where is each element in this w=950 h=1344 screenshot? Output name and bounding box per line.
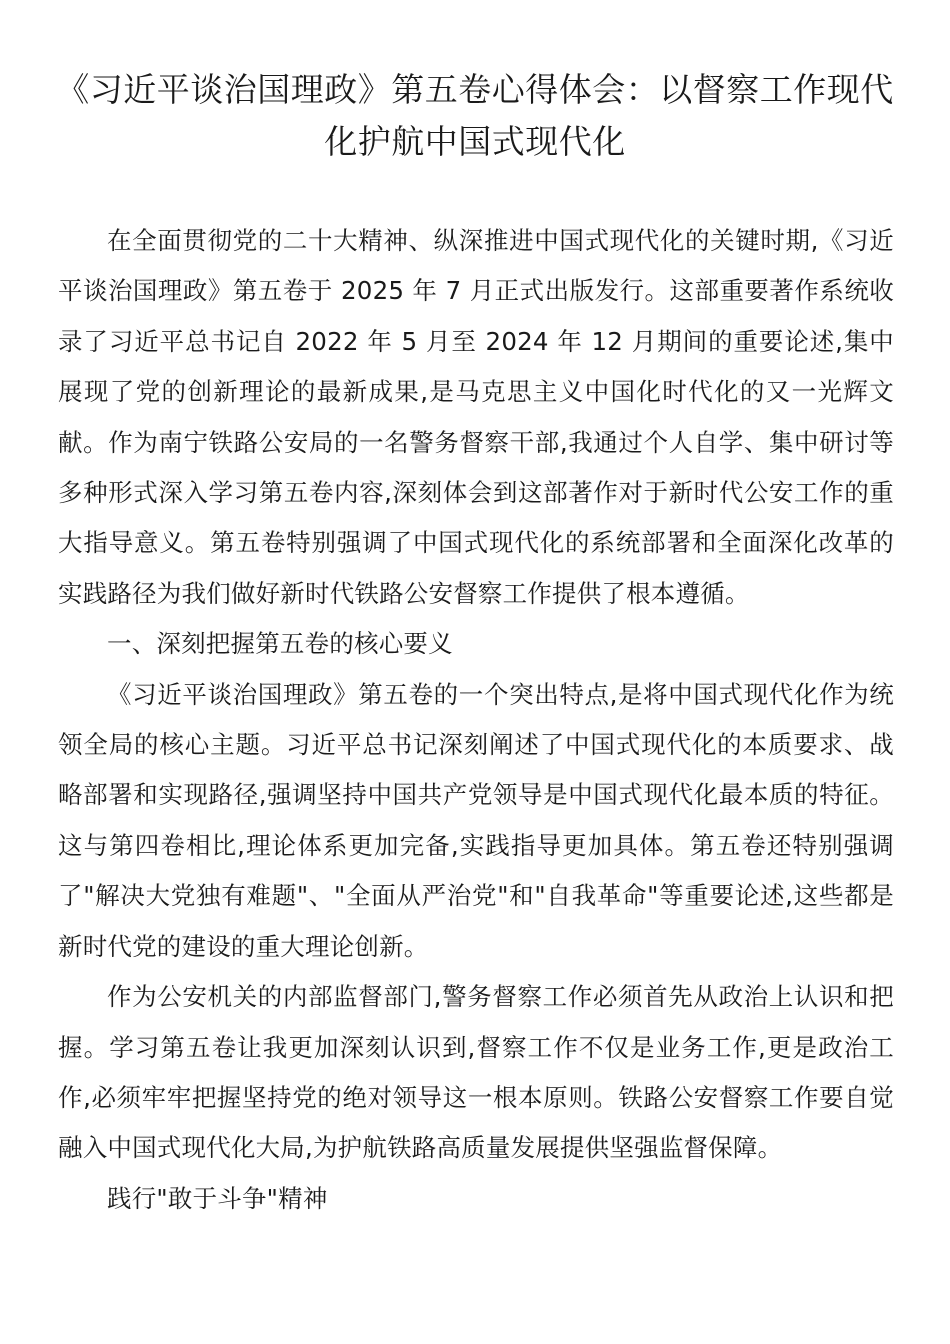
- document-body: [58, 216, 894, 1224]
- section-subheading: 践行"敢于斗争"精神: [107, 1183, 328, 1213]
- paragraph-core-essence: 《习近平谈治国理政》第五卷的一个突出特点,是将中国式现代化作为统领全局的核心主题。习近平总书记深刻阐述了中国式现代化的本质要求、战略部署和实现路径,强调坚持中国共产党领导是中国式现代化最本质的特征。这与第四卷相比,理论体系更加完备,实践指导更加具体。第五卷还特别强调了"解决大党独有难题"、"全面从严治党"和"自我革命"等重要论述,这些都是新时代党的建设的重大理论创新。: [58, 679, 894, 961]
- paragraph-intro: 在全面贯彻党的二十大精神、纵深推进中国式现代化的关键时期,《习近平谈治国理政》第五卷于 2025 年 7 月正式出版发行。这部重要著作系统收录了习近平总书记自 2022 年 5 月至 2024 年 12 月期间的重要论述,集中展现了党的创新理论的最新成果,是马克思主义中国化时代化的又一光辉文献。作为南宁铁路公安局的一名警务督察干部,我通过个人自学、集中研讨等多种形式深入学习第五卷内容,深刻体会到这部著作对于新时代公安工作的重大指导意义。第五卷特别强调了中国式现代化的系统部署和全面深化改革的实践路径为我们做好新时代铁路公安督察工作提供了根本遵循。: [58, 226, 894, 608]
- section-heading-1: 一、深刻把握第五卷的核心要义: [107, 629, 453, 659]
- paragraph-supervision: 作为公安机关的内部监督部门,警务督察工作必须首先从政治上认识和把握。学习第五卷让我更加深刻认识到,督察工作不仅是业务工作,更是政治工作,必须牢牢把握坚持党的绝对领导这一根本原则。铁路公安督察工作要自觉融入中国式现代化大局,为护航铁路高质量发展提供坚强监督保障。: [58, 982, 894, 1163]
- document-title: 《习近平谈治国理政》第五卷心得体会：以督察工作现代化护航中国式现代化: [56, 70, 894, 161]
